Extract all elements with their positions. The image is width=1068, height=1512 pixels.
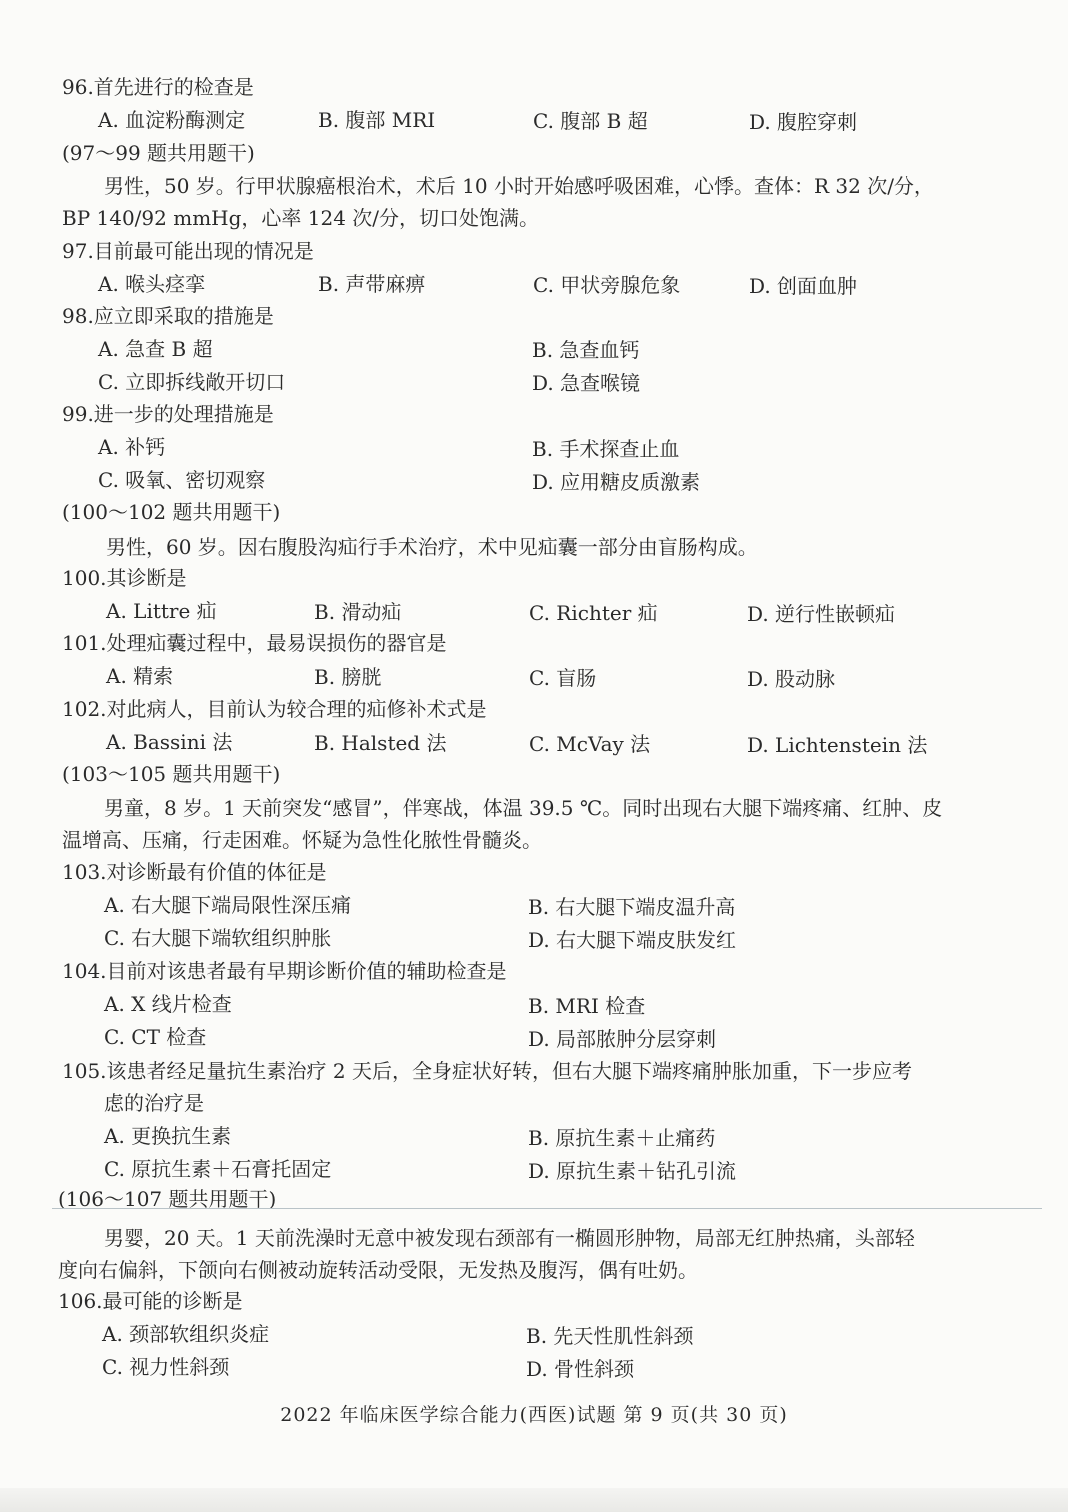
group-header-106-107: (106～107 题共用题干) [58, 1187, 277, 1211]
case-stem-97-99-line2: BP 140/92 mmHg，心率 124 次/分，切口处饱满。 [62, 206, 540, 230]
case-stem-100-102: 男性，60 岁。因右腹股沟疝行手术治疗，术中见疝囊一部分由盲肠构成。 [106, 535, 758, 559]
option-104-d: D. 局部脓肿分层穿刺 [528, 1027, 717, 1051]
option-103-a: A. 右大腿下端局限性深压痛 [104, 893, 352, 917]
option-99-c: C. 吸氧、密切观察 [98, 468, 266, 492]
option-98-c: C. 立即拆线敞开切口 [98, 370, 286, 394]
case-stem-97-99-line1: 男性，50 岁。行甲状腺癌根治术，术后 10 小时开始感呼吸困难，心悸。查体：R 32 次/分， [104, 174, 934, 198]
group-header-97-99: (97～99 题共用题干) [62, 141, 255, 165]
question-103: 103.对诊断最有价值的体征是 [62, 860, 327, 884]
scan-edge-shadow [0, 1488, 1068, 1512]
option-102-a: A. Bassini 法 [106, 730, 233, 754]
option-101-b: B. 膀胱 [314, 665, 382, 689]
option-99-a: A. 补钙 [98, 435, 166, 459]
option-100-d: D. 逆行性嵌顿疝 [747, 602, 896, 626]
option-105-b: B. 原抗生素＋止痛药 [528, 1126, 716, 1150]
option-105-c: C. 原抗生素＋石膏托固定 [104, 1157, 332, 1181]
option-103-d: D. 右大腿下端皮肤发红 [528, 928, 737, 952]
group-header-103-105: (103～105 题共用题干) [62, 762, 281, 786]
option-106-a: A. 颈部软组织炎症 [102, 1322, 270, 1346]
option-96-a: A. 血淀粉酶测定 [98, 108, 246, 132]
option-100-c: C. Richter 疝 [529, 601, 658, 625]
question-96: 96.首先进行的检查是 [62, 75, 254, 99]
option-97-d: D. 创面血肿 [749, 274, 858, 298]
option-98-b: B. 急查血钙 [532, 338, 640, 362]
option-100-b: B. 滑动疝 [314, 600, 402, 624]
option-96-b: B. 腹部 MRI [318, 108, 436, 132]
option-103-c: C. 右大腿下端软组织肿胀 [104, 926, 332, 950]
option-104-c: C. CT 检查 [104, 1025, 207, 1049]
case-stem-103-105-line2: 温增高、压痛，行走困难。怀疑为急性化脓性骨髓炎。 [62, 828, 542, 852]
group-header-100-102: (100～102 题共用题干) [62, 500, 281, 524]
question-100: 100.其诊断是 [62, 566, 187, 590]
question-106: 106.最可能的诊断是 [58, 1289, 243, 1313]
option-102-b: B. Halsted 法 [314, 731, 447, 755]
question-98: 98.应立即采取的措施是 [62, 304, 274, 328]
option-105-d: D. 原抗生素＋钻孔引流 [528, 1159, 737, 1183]
option-104-a: A. X 线片检查 [104, 992, 232, 1016]
option-96-d: D. 腹腔穿刺 [749, 110, 858, 134]
option-100-a: A. Littre 疝 [106, 599, 217, 623]
question-101: 101.处理疝囊过程中，最易误损伤的器官是 [62, 631, 447, 655]
question-102: 102.对此病人，目前认为较合理的疝修补术式是 [62, 697, 487, 721]
option-102-d: D. Lichtenstein 法 [747, 733, 928, 757]
question-105: 105.该患者经足量抗生素治疗 2 天后，全身症状好转，但右大腿下端疼痛肿胀加重，下一步应考 [62, 1059, 912, 1083]
question-97: 97.目前最可能出现的情况是 [62, 239, 314, 263]
option-103-b: B. 右大腿下端皮温升高 [528, 895, 736, 919]
case-stem-106-107-line1: 男婴，20 天。1 天前洗澡时无意中被发现右颈部有一椭圆形肿物，局部无红肿热痛，头部轻 [104, 1226, 915, 1250]
option-97-c: C. 甲状旁腺危象 [533, 273, 681, 297]
question-104: 104.目前对该患者最有早期诊断价值的辅助检查是 [62, 959, 507, 983]
option-101-a: A. 精索 [106, 664, 174, 688]
case-stem-103-105-line1: 男童，8 岁。1 天前突发“感冒”，伴寒战，体温 39.5 ℃。同时出现右大腿下端疼痛、红肿、皮 [104, 796, 943, 820]
option-102-c: C. McVay 法 [529, 732, 651, 756]
option-101-c: C. 盲肠 [529, 666, 597, 690]
question-99: 99.进一步的处理措施是 [62, 402, 274, 426]
option-97-b: B. 声带麻痹 [318, 272, 426, 296]
option-105-a: A. 更换抗生素 [104, 1124, 232, 1148]
option-99-d: D. 应用糖皮质激素 [532, 470, 701, 494]
option-99-b: B. 手术探查止血 [532, 437, 680, 461]
option-106-d: D. 骨性斜颈 [526, 1357, 635, 1381]
case-stem-106-107-line2: 度向右偏斜，下颌向右侧被动旋转活动受限，无发热及腹泻，偶有吐奶。 [58, 1258, 698, 1282]
scan-fold-line [52, 1208, 1042, 1209]
option-106-c: C. 视力性斜颈 [102, 1355, 230, 1379]
option-101-d: D. 股动脉 [747, 667, 836, 691]
option-97-a: A. 喉头痉挛 [98, 272, 206, 296]
question-105-line2: 虑的治疗是 [104, 1091, 204, 1115]
option-98-d: D. 急查喉镜 [532, 371, 641, 395]
option-104-b: B. MRI 检查 [528, 994, 646, 1018]
option-98-a: A. 急查 B 超 [98, 337, 213, 361]
option-96-c: C. 腹部 B 超 [533, 109, 648, 133]
page-footer: 2022 年临床医学综合能力(西医)试题 第 9 页(共 30 页) [280, 1404, 788, 1426]
option-106-b: B. 先天性肌性斜颈 [526, 1324, 694, 1348]
